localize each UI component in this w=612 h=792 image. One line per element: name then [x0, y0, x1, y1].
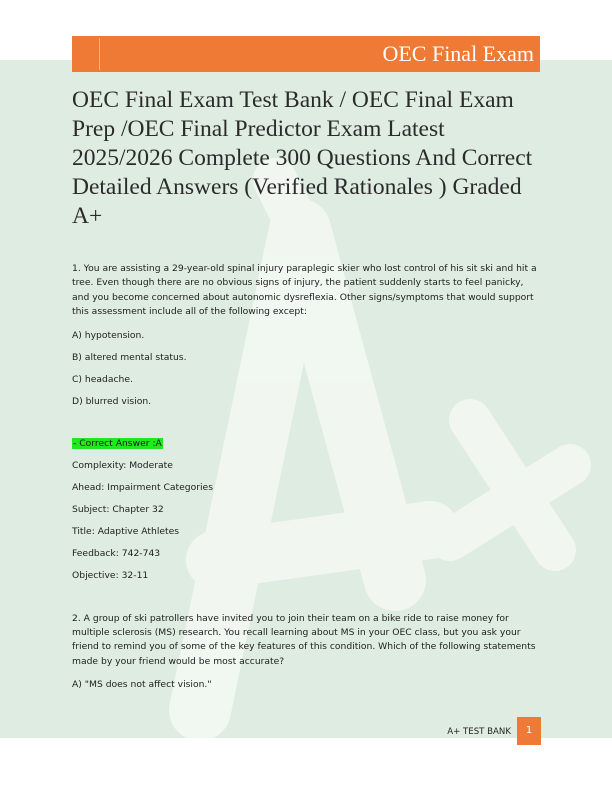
question-2-option-a: A) "MS does not affect vision." [72, 679, 212, 691]
document-title: OEC Final Exam Test Bank / OEC Final Exam Prep /OEC Final Predictor Exam Latest 2025/2026 Complete 300 Questions And Correct Detailed Answers (Verified Rationales ) Graded A+ [72, 87, 533, 229]
meta-objective: Objective: 32-11 [72, 569, 149, 581]
question-1-option-c: C) headache. [72, 373, 133, 385]
question-1-option-d: D) blurred vision. [72, 395, 152, 407]
header-title: OEC Final Exam [382, 41, 534, 66]
meta-feedback: Feedback: 742-743 [72, 547, 161, 559]
page-number: 1 [517, 717, 541, 745]
meta-subject: Subject: Chapter 32 [72, 503, 164, 515]
question-1-option-b: B) altered mental status. [72, 351, 187, 363]
meta-title: Title: Adaptive Athletes [72, 525, 180, 537]
question-1-answer-line [72, 438, 542, 450]
question-content [72, 262, 542, 691]
meta-complexity: Complexity: Moderate [72, 459, 173, 471]
meta-ahead: Ahead: Impairment Categories [72, 481, 213, 493]
correct-answer-highlight: - Correct Answer :A [73, 437, 162, 449]
question-1-option-a: A) hypotension. [72, 329, 145, 341]
footer-label: A+ TEST BANK [447, 727, 511, 737]
header-accent-line [99, 38, 100, 70]
question-2-text: 2. A group of ski patrollers have invited you to join their team on a bike ride to raise money for multiple sclerosis (MS) research. You recall learning about MS in your OEC class, but you ask your friend to remind you of some of the key features of this condition. Which of the following statements made by your friend would be most accurate? [72, 612, 536, 667]
question-1-text: 1. You are assisting a 29-year-old spinal injury paraplegic skier who lost control of his sit ski and hit a tree. Even though there are no obvious signs of injury, the patient suddenly starts to feel panicky, and you become concerned about autonomic dysreflexia. Other signs/symptoms that would support this assessment include all of the following except: [72, 263, 537, 318]
